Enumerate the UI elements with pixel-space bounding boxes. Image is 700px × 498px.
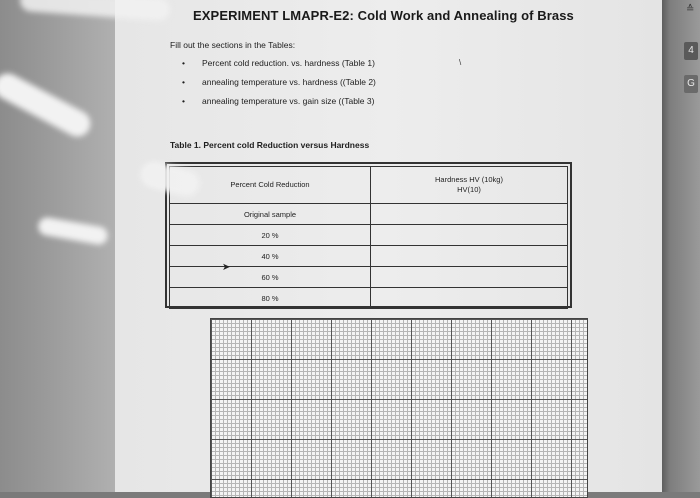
list-item-text: annealing temperature vs. gain size ((Table 3) (202, 96, 375, 106)
bullet-icon: • (182, 77, 185, 87)
cell-hardness[interactable] (371, 204, 568, 225)
cell-reduction: 20 % (170, 225, 371, 246)
table-row (170, 204, 568, 225)
hardness-table (169, 166, 568, 309)
list-item (182, 96, 376, 115)
bullet-icon: • (182, 58, 185, 68)
column-header-hardness-line2: HV(10) (457, 185, 481, 194)
column-header-reduction: Percent Cold Reduction (170, 167, 371, 204)
table-row (170, 288, 568, 309)
list-item-text: Percent cold reduction. vs. hardness (Table 1) (202, 58, 375, 68)
cell-hardness[interactable] (371, 225, 568, 246)
side-button-1[interactable]: 4 (684, 42, 698, 60)
cell-hardness[interactable] (371, 288, 568, 309)
side-button-2[interactable]: G (684, 75, 698, 93)
stray-mark: \ (459, 58, 462, 67)
column-header-hardness-line1: Hardness HV (10kg) (435, 175, 503, 184)
background-right (662, 0, 700, 492)
document-page (115, 0, 662, 492)
cell-reduction: 40 % (170, 246, 371, 267)
table-frame (165, 162, 572, 308)
page-title: EXPERIMENT LMAPR-E2: Cold Work and Annealing of Brass (193, 8, 574, 23)
list-item (182, 77, 376, 96)
graph-paper-grid (210, 318, 588, 498)
bullet-icon: • (182, 96, 185, 106)
toolbar-toggle-icon[interactable]: ≙ (686, 4, 695, 15)
list-item-text: annealing temperature vs. hardness ((Table 2) (202, 77, 376, 87)
cell-reduction: 60 % (170, 267, 371, 288)
table-row (170, 225, 568, 246)
list-item (182, 58, 376, 77)
background-left (0, 0, 115, 492)
instructions-list (182, 58, 376, 115)
cell-reduction: Original sample (170, 204, 371, 225)
table-header-row (170, 167, 568, 204)
cell-reduction: 80 % (170, 288, 371, 309)
cell-hardness[interactable] (371, 246, 568, 267)
column-header-hardness (371, 167, 568, 204)
mouse-cursor-icon: ➤ (222, 262, 231, 273)
cell-hardness[interactable] (371, 267, 568, 288)
instructions-intro: Fill out the sections in the Tables: (170, 40, 296, 50)
table-caption: Table 1. Percent cold Reduction versus Hardness (170, 140, 370, 150)
